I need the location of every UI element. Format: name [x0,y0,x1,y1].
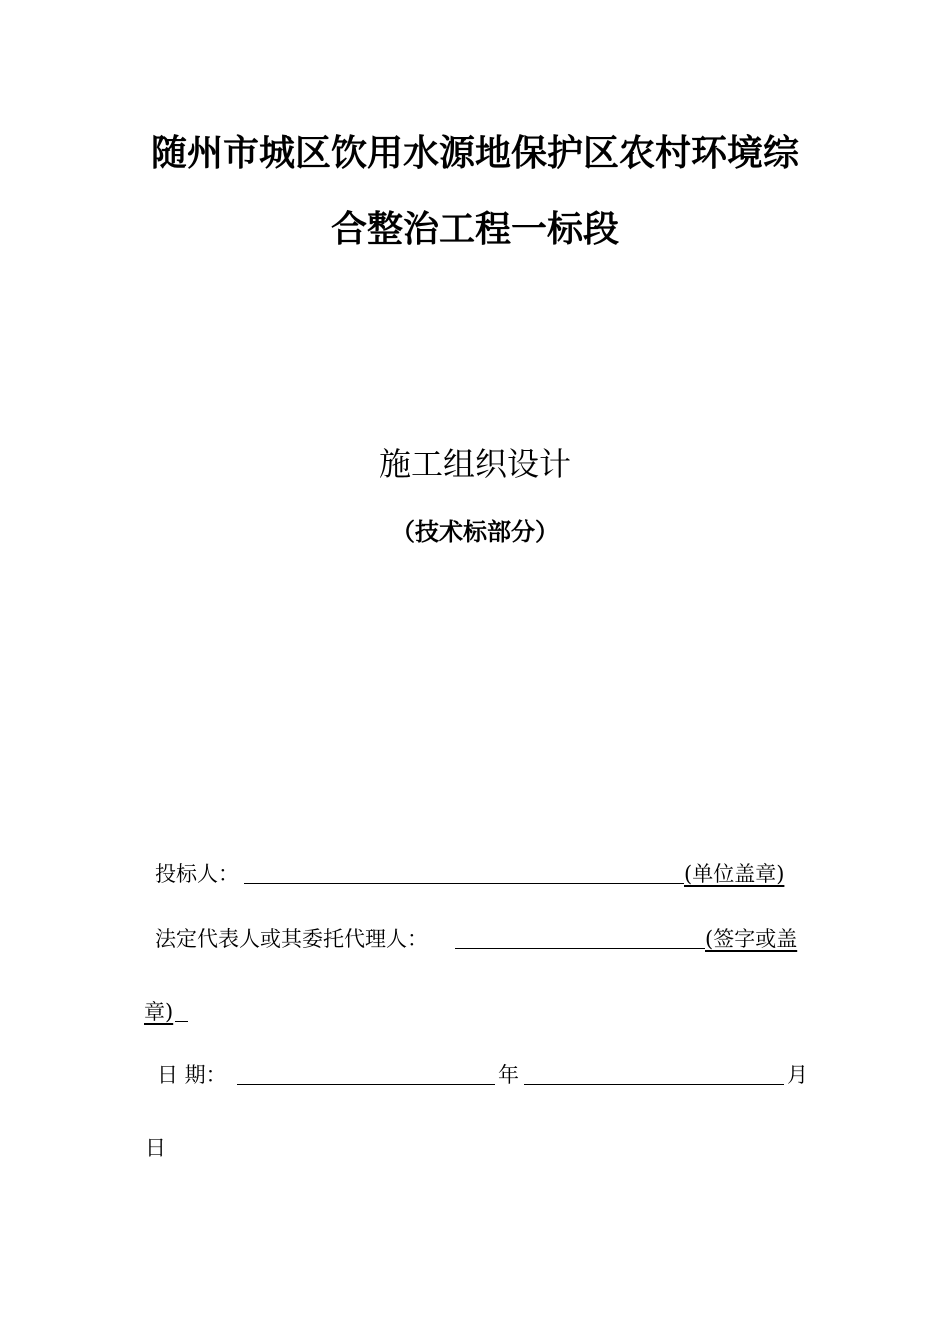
bidder-suffix: (单位盖章) [684,862,785,886]
title-line-2: 合整治工程一标段 [330,209,619,250]
legal-rep-blank-line[interactable] [455,948,705,949]
document-type: 施工组织设计 [378,445,571,483]
bidder-blank-line[interactable] [244,883,684,884]
legal-rep-label: 法定代表人或其委托代理人： [155,927,428,951]
date-year-label: 年 [498,1063,519,1087]
title-line-1: 随州市城区饮用水源地保护区农村环境综 [150,133,799,174]
legal-rep-suffix-tail-line [175,1021,188,1022]
date-month-label: 月 [787,1063,808,1087]
date-label: 日 期： [157,1063,227,1087]
date-year-blank-line[interactable] [237,1084,495,1085]
bidder-label: 投标人： [155,862,239,886]
date-month-blank-line[interactable] [524,1084,784,1085]
legal-rep-suffix-1: (签字或盖 [705,927,798,951]
document-subtype: （技术标部分） [391,518,559,546]
legal-rep-suffix-2: 章) [144,1000,174,1024]
date-day-label: 日 [145,1136,166,1160]
